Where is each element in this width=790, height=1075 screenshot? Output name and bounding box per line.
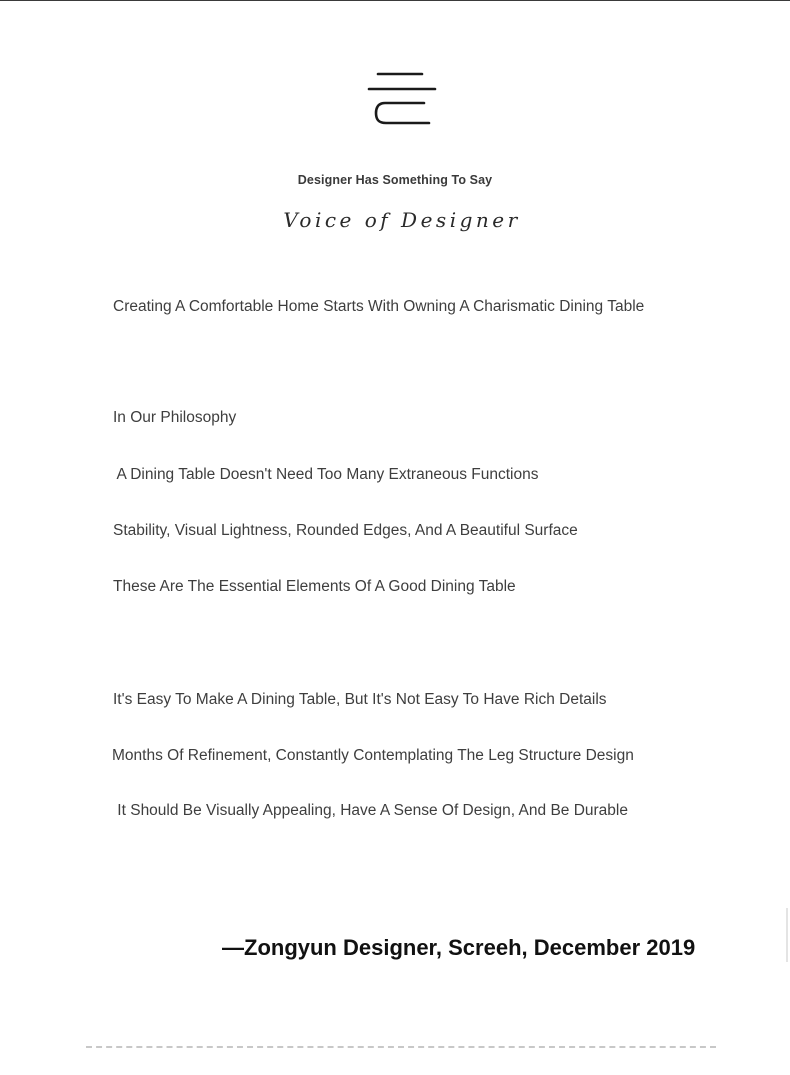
bottom-dashed-divider <box>86 1046 716 1048</box>
eyebrow-heading: Designer Has Something To Say <box>297 173 493 187</box>
designer-signature: —Zongyun Designer, Screeh, December 2019 <box>222 935 696 960</box>
paragraph-functions: A Dining Table Doesn't Need Too Many Extraneous Functions <box>113 466 539 483</box>
paragraph-essential: These Are The Essential Elements Of A Good Dining Table <box>113 578 516 595</box>
paragraph-details: It's Easy To Make A Dining Table, But It's Not Easy To Have Rich Details <box>113 691 607 708</box>
side-scroll-mark <box>786 908 788 962</box>
paragraph-philosophy: In Our Philosophy <box>113 409 237 426</box>
script-title: Voice of Designer <box>283 208 521 232</box>
paragraph-intro: Creating A Comfortable Home Starts With Owning A Charismatic Dining Table <box>113 298 645 315</box>
paragraph-appealing: It Should Be Visually Appealing, Have A Sense Of Design, And Be Durable <box>113 802 628 819</box>
paragraph-refinement: Months Of Refinement, Constantly Contemplating The Leg Structure Design <box>112 747 634 764</box>
paragraph-elements: Stability, Visual Lightness, Rounded Edges, And A Beautiful Surface <box>113 522 578 539</box>
brand-logo-icon <box>366 70 438 128</box>
top-divider <box>0 0 790 1</box>
